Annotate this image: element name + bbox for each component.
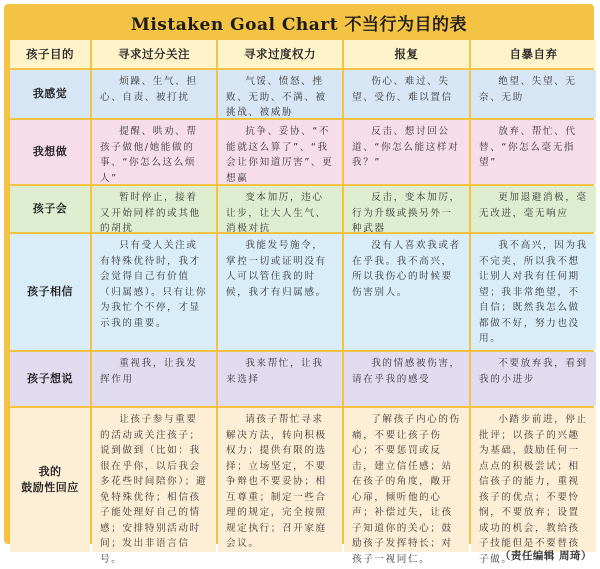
editor-credit: （责任编辑 周琦） xyxy=(499,550,592,562)
cell-does-power: 变本加厉，违心让步，让大人生气、消极对抗 xyxy=(218,186,342,232)
row-label-believe: 孩子相信 xyxy=(10,234,90,350)
header-child-goal: 孩子目的 xyxy=(10,40,90,68)
header-inadequacy: 自暴自弃 xyxy=(471,40,596,68)
cell-believe-inadequacy: 我不高兴，因为我不完美，所以我不想让别人对我有任何期望；我非常绝望，不自信；既然我怎么做都做不好，努力也没用。 xyxy=(471,234,596,350)
cell-respond-power: 请孩子帮忙寻求解决方法，转向积极权力；提供有限的选择；立场坚定，不要争辩也不要妥协；相互尊重；制定一些合理的规定，完全按照规定执行；召开家庭会议。 xyxy=(218,408,342,552)
cell-respond-revenge: 了解孩子内心的伤痛，不要让孩子伤心；不要惩罚或反击，建立信任感；站在孩子的角度，敞开心扉，倾听他的心声；补偿过失，让孩子知道你的关心；鼓励孩子发挥特长；对孩子一视同仁。 xyxy=(344,408,469,552)
cell-say-attention: 重视我，让我发挥作用 xyxy=(92,352,216,406)
header-power: 寻求过度权力 xyxy=(218,40,342,68)
cell-respond-attention: 让孩子参与重要的活动或关注孩子；说到做到（比如：我很在乎你，以后我会多花些时间陪你）；避免特殊优待；相信孩子能处理好自己的情感；安排特别活动时间；发出非语言信号。 xyxy=(92,408,216,552)
cell-feel-revenge: 伤心、难过、失望、受伤、难以置信 xyxy=(344,70,469,118)
row-label-feel: 我感觉 xyxy=(10,70,90,118)
cell-does-attention: 暂时停止，接着又开始同样的或其他的胡扰 xyxy=(92,186,216,232)
title-bar xyxy=(8,6,590,38)
cell-want-attention: 提醒、哄劝、帮孩子做他/她能做的事、“你怎么这么烦人” xyxy=(92,120,216,184)
cell-does-revenge: 反击，变本加厉，行为升级或换另外一种武器 xyxy=(344,186,469,232)
cell-say-power: 我来帮忙，让我来选择 xyxy=(218,352,342,406)
cell-say-revenge: 我的情感被伤害，请在乎我的感受 xyxy=(344,352,469,406)
header-attention: 寻求过分关注 xyxy=(92,40,216,68)
row-label-child-does: 孩子会 xyxy=(10,186,90,232)
cell-feel-attention: 烦躁、生气、担心、自责、被打扰 xyxy=(92,70,216,118)
cell-believe-attention: 只有受人关注或有特殊优待时，我才会觉得自己有价值（归属感）。只有让你为我忙个不停，才显示我的重要。 xyxy=(92,234,216,350)
row-label-respond: 我的 鼓励性回应 xyxy=(10,408,90,552)
cell-want-power: 抗争、妥协、“不能就这么算了”、“我会让你知道厉害”、更想赢 xyxy=(218,120,342,184)
header-revenge: 报复 xyxy=(344,40,469,68)
cell-respond-inadequacy: 小踏步前进，停止批评；以孩子的兴趣为基础，鼓励任何一点点的积极尝试；相信孩子的能力，重视孩子的优点；不要怜悯，不要放弃；设置成功的机会，教给孩子技能但是不要替孩子做。 xyxy=(471,408,596,552)
cell-believe-revenge: 没有人喜欢我或者在乎我。我不高兴，所以我伤心的时候要伤害别人。 xyxy=(344,234,469,350)
cell-believe-power: 我能发号施令，掌控一切或证明没有人可以管住我的时候，我才有归属感。 xyxy=(218,234,342,350)
row-label-want: 我想做 xyxy=(10,120,90,184)
cell-feel-power: 气馁、愤怒、挫败、无助、不满、被挑战、被威胁 xyxy=(218,70,342,118)
cell-feel-inadequacy: 绝望、失望、无奈、无助 xyxy=(471,70,596,118)
chart-title: Mistaken Goal Chart 不当行为目的表 xyxy=(131,14,467,35)
cell-want-revenge: 反击、想讨回公道、“你怎么能这样对我？” xyxy=(344,120,469,184)
cell-does-inadequacy: 更加退避消极，毫无改进，毫无响应 xyxy=(471,186,596,232)
cell-want-inadequacy: 放弃、帮忙、代替、“你怎么毫无指望” xyxy=(471,120,596,184)
row-label-say: 孩子想说 xyxy=(10,352,90,406)
cell-say-inadequacy: 不要放弃我，看到我的小进步 xyxy=(471,352,596,406)
